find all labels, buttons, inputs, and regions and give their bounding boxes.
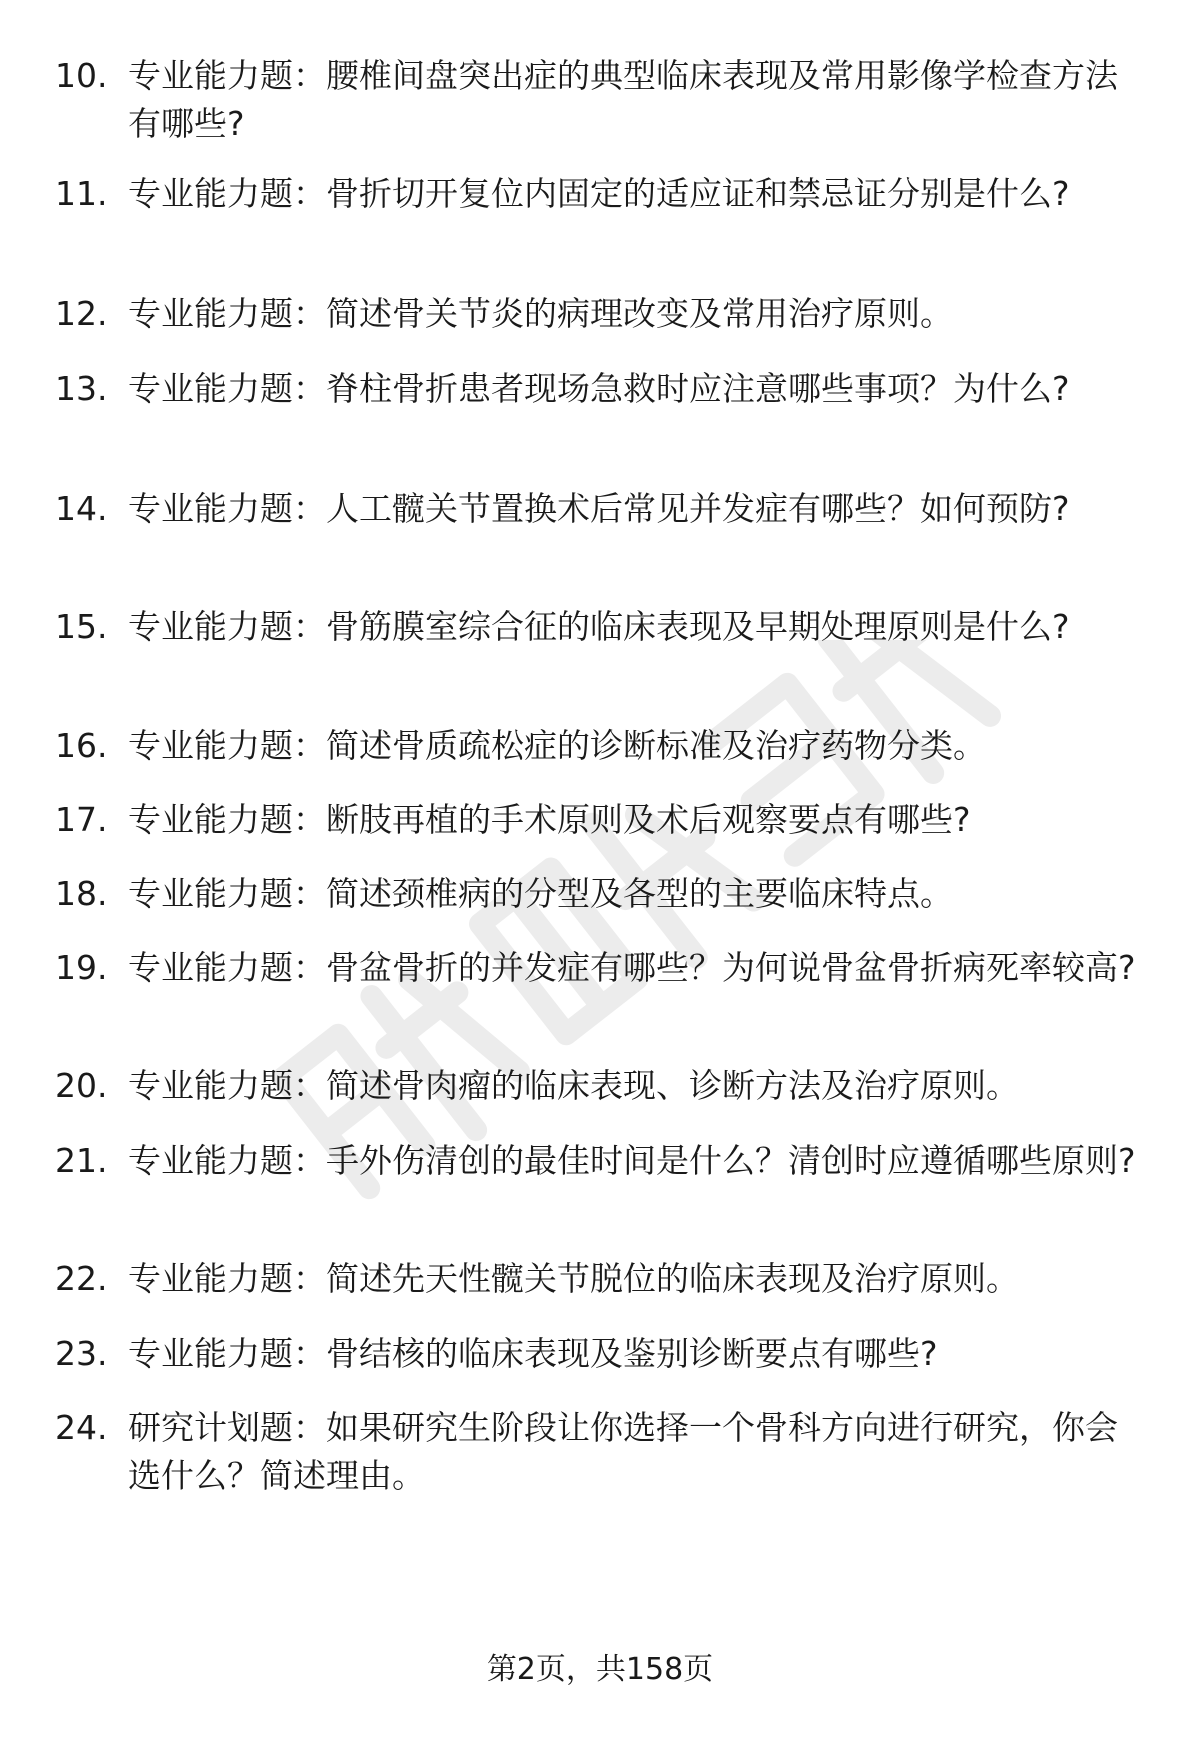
question-number: 12. [55,294,108,333]
question-text: 简述先天性髋关节脱位的临床表现及治疗原则。 [326,1259,1019,1298]
question-text: 断肢再植的手术原则及术后观察要点有哪些? [326,800,971,839]
question-body [128,1062,1138,1110]
question-number: 14. [55,489,108,528]
question-body [128,1404,1138,1500]
question-number: 22. [55,1259,108,1298]
question-number: 18. [55,874,108,913]
question-category: 专业能力题： [128,1066,326,1105]
question-number: 19. [55,948,108,987]
question-body [128,1255,1138,1303]
question-body [128,485,1138,533]
question-number: 15. [55,607,108,646]
question-number: 13. [55,369,108,408]
question-text: 简述骨质疏松症的诊断标准及治疗药物分类。 [326,726,986,765]
question-body [128,170,1138,218]
question-text: 脊柱骨折患者现场急救时应注意哪些事项？为什么? [326,369,1070,408]
question-category: 专业能力题： [128,489,326,528]
question-text: 简述骨关节炎的病理改变及常用治疗原则。 [326,294,953,333]
question-text: 如果研究生阶段让你选择一个骨科方向进行研究，你会选什么？简述理由。 [128,1408,1118,1495]
question-text: 手外伤清创的最佳时间是什么？清创时应遵循哪些原则? [326,1141,1136,1180]
question-text: 骨结核的临床表现及鉴别诊断要点有哪些? [326,1334,938,1373]
question-number: 16. [55,726,108,765]
question-text: 腰椎间盘突出症的典型临床表现及常用影像学检查方法有哪些? [128,56,1118,143]
question-number: 23. [55,1334,108,1373]
question-body [128,290,1138,338]
question-body [128,870,1138,918]
question-body [128,1137,1138,1185]
question-text: 人工髋关节置换术后常见并发症有哪些？如何预防? [326,489,1070,528]
question-text: 简述颈椎病的分型及各型的主要临床特点。 [326,874,953,913]
question-body [128,1330,1138,1378]
question-body [128,365,1138,413]
question-category: 专业能力题： [128,948,326,987]
question-number: 11. [55,174,108,213]
question-category: 专业能力题： [128,174,326,213]
question-body [128,796,1138,844]
question-category: 专业能力题： [128,800,326,839]
question-number: 10. [55,56,108,95]
question-category: 专业能力题： [128,294,326,333]
question-body [128,52,1138,148]
question-body [128,722,1138,770]
page-number-footer: 第2页，共158页 [486,1652,714,1687]
question-body [128,603,1138,651]
question-number: 20. [55,1066,108,1105]
question-category: 研究计划题： [128,1408,326,1447]
question-category: 专业能力题： [128,1259,326,1298]
question-text: 骨盆骨折的并发症有哪些？为何说骨盆骨折病死率较高? [326,948,1136,987]
question-number: 21. [55,1141,108,1180]
question-category: 专业能力题： [128,1141,326,1180]
question-body [128,944,1138,992]
question-category: 专业能力题： [128,874,326,913]
question-category: 专业能力题： [128,607,326,646]
question-category: 专业能力题： [128,726,326,765]
question-category: 专业能力题： [128,56,326,95]
question-text: 骨筋膜室综合征的临床表现及早期处理原则是什么? [326,607,1070,646]
question-category: 专业能力题： [128,369,326,408]
question-text: 骨折切开复位内固定的适应证和禁忌证分别是什么? [326,174,1070,213]
question-number: 24. [55,1408,108,1447]
question-number: 17. [55,800,108,839]
question-category: 专业能力题： [128,1334,326,1373]
question-text: 简述骨肉瘤的临床表现、诊断方法及治疗原则。 [326,1066,1019,1105]
